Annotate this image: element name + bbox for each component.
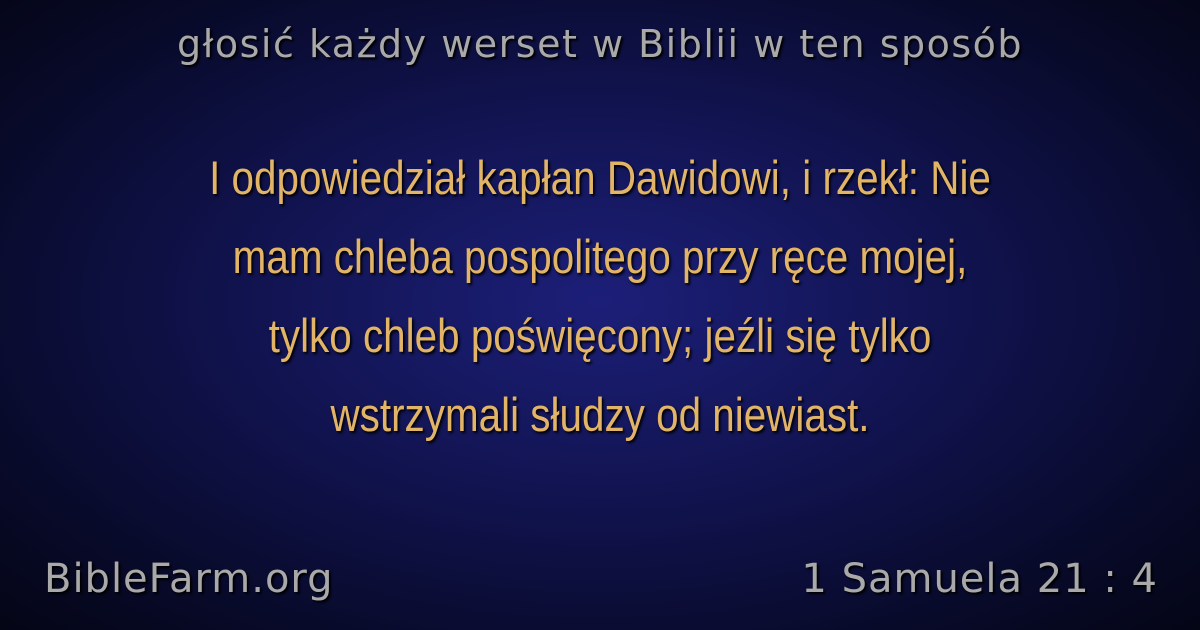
verse-line: wstrzymali słudzy od niewiast.: [330, 388, 870, 441]
verse-text: [110, 138, 1090, 454]
header-tagline: głosić każdy werset w Biblii w ten sposób: [176, 22, 1024, 66]
verse-line: mam chleba pospolitego przy ręce mojej,: [232, 230, 968, 283]
verse-reference: 1 Samuela 21 : 4: [801, 556, 1158, 602]
verse-line: I odpowiedział kapłan Dawidowi, i rzekł: Nie: [209, 151, 991, 204]
site-name: BibleFarm.org: [44, 556, 334, 602]
verse-line: tylko chleb poświęcony; jeźli się tylko: [268, 309, 932, 362]
